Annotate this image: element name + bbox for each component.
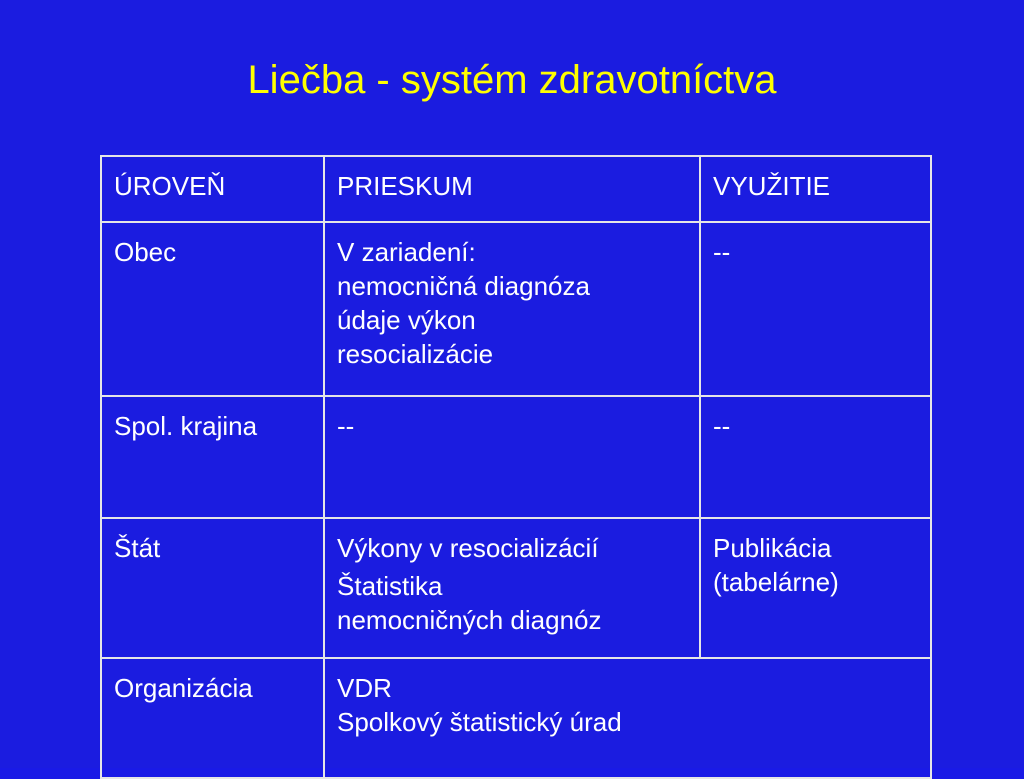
cell-text: nemocničných diagnóz xyxy=(337,605,602,635)
table-row xyxy=(101,518,931,658)
cell-text: Spol. krajina xyxy=(114,411,258,441)
cell-text: Organizácia xyxy=(114,673,253,703)
header-cell-usage xyxy=(700,156,931,222)
level-cell xyxy=(101,222,324,396)
cell-text: -- xyxy=(337,411,355,441)
survey-cell xyxy=(324,222,700,396)
cell-text: Výkony v resocializácií xyxy=(337,533,599,563)
table-header-row xyxy=(101,156,931,222)
cell-text: (tabelárne) xyxy=(713,567,839,597)
cell-text: -- xyxy=(713,237,731,267)
header-label: PRIESKUM xyxy=(337,171,473,201)
survey-cell xyxy=(324,396,700,518)
header-label: ÚROVEŇ xyxy=(114,171,226,201)
survey-cell xyxy=(324,658,931,778)
header-cell-survey xyxy=(324,156,700,222)
cell-text: nemocničná diagnóza xyxy=(337,271,590,301)
cell-text: Publikácia xyxy=(713,533,832,563)
survey-cell xyxy=(324,518,700,658)
cell-text: resocializácie xyxy=(337,339,494,369)
usage-cell xyxy=(700,518,931,658)
table-row xyxy=(101,658,931,778)
cell-text: Spolkový štatistický úrad xyxy=(337,707,622,737)
cell-text: VDR xyxy=(337,673,392,703)
cell-text: -- xyxy=(713,411,731,441)
usage-cell xyxy=(700,396,931,518)
level-cell xyxy=(101,518,324,658)
header-label: VYUŽITIE xyxy=(713,171,831,201)
cell-text: údaje výkon xyxy=(337,305,476,335)
slide-title: Liečba - systém zdravotníctva xyxy=(247,58,777,102)
cell-text: Štát xyxy=(114,533,161,563)
table-row xyxy=(101,396,931,518)
level-cell xyxy=(101,396,324,518)
header-cell-level xyxy=(101,156,324,222)
level-cell xyxy=(101,658,324,778)
usage-cell xyxy=(700,222,931,396)
cell-text: Obec xyxy=(114,237,177,267)
cell-text: V zariadení: xyxy=(337,237,476,267)
cell-text: Štatistika xyxy=(337,571,443,601)
table-row xyxy=(101,222,931,396)
data-table xyxy=(100,155,932,779)
